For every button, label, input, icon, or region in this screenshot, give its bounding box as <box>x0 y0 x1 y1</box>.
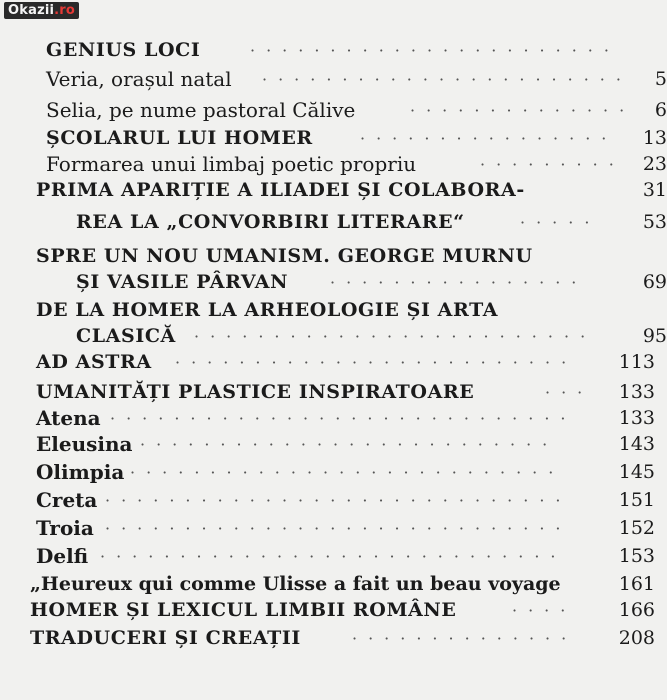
toc-entry <box>0 322 667 350</box>
toc-title: UMANITĂȚI PLASTICE INSPIRATOARE <box>36 381 475 403</box>
toc-title: Eleusina <box>36 432 133 456</box>
toc-page: 133 <box>618 381 655 403</box>
toc-page: 23 <box>642 153 667 175</box>
toc-title: Formarea unui limbaj poetic propriu <box>46 152 417 176</box>
toc-title: CLASICĂ <box>76 325 176 347</box>
dot-leader: ······················· <box>262 70 632 89</box>
toc-entry <box>0 570 655 598</box>
toc-page: 5 <box>654 68 667 90</box>
toc-page: 208 <box>618 627 655 649</box>
toc-entry <box>0 486 655 514</box>
toc-entry <box>0 124 667 152</box>
toc-entry <box>0 65 667 93</box>
toc-entry <box>0 268 667 296</box>
dot-leader: ······················· <box>250 41 620 60</box>
dot-leader: ·························· <box>140 435 559 454</box>
toc-page: 95 <box>642 325 667 347</box>
toc-entry <box>0 542 655 570</box>
toc-title: TRADUCERI ȘI CREAȚII <box>30 627 301 649</box>
toc-title: PRIMA APARIȚIE A ILIADEI ȘI COLABORA- <box>36 179 525 201</box>
watermark-brand: Okazii <box>8 3 55 18</box>
toc-entry <box>0 514 655 542</box>
toc-page: 53 <box>642 211 667 233</box>
toc-title: Troia <box>36 516 94 540</box>
toc-title: AD ASTRA <box>36 351 152 373</box>
toc-title: „Heureux qui comme Ulisse a fait un beau voyage <box>30 573 561 595</box>
dot-leader: ·············· <box>410 101 636 120</box>
toc-entry <box>0 242 655 270</box>
toc-page: 166 <box>618 599 655 621</box>
dot-leader: ····························· <box>110 409 577 428</box>
toc-entry <box>0 296 655 324</box>
toc-entry <box>0 348 655 376</box>
toc-title: HOMER ȘI LEXICUL LIMBII ROMÂNE <box>30 599 457 621</box>
toc-title: Selia, pe nume pastoral Călive <box>46 98 356 122</box>
toc-title: Delfi <box>36 544 89 568</box>
toc-title: ȘCOLARUL LUI HOMER <box>46 127 313 149</box>
toc-page: 31 <box>642 179 667 201</box>
toc-page: 6 <box>654 99 667 121</box>
toc-entry <box>0 208 667 236</box>
toc-entry <box>0 176 667 204</box>
toc-page: 145 <box>618 461 655 483</box>
toc-page: 153 <box>618 545 655 567</box>
watermark-domain: .ro <box>54 3 76 18</box>
toc-entry <box>0 624 655 652</box>
toc-title: Creta <box>36 488 98 512</box>
toc-title: REA LA „CONVORBIRI LITERARE“ <box>76 211 465 233</box>
dot-leader: ····· <box>520 213 601 232</box>
toc-page: 152 <box>618 517 655 539</box>
toc-title: Atena <box>36 406 101 430</box>
toc-entry <box>0 458 655 486</box>
toc-entry <box>0 96 667 124</box>
toc-entry <box>0 596 655 624</box>
toc-entry <box>0 150 667 178</box>
toc-page: 133 <box>618 407 655 429</box>
toc-entry <box>0 430 655 458</box>
toc-entry <box>0 404 655 432</box>
dot-leader: ·············· <box>352 629 578 648</box>
toc-page: 143 <box>618 433 655 455</box>
toc-entry <box>0 378 655 406</box>
toc-page: 69 <box>642 271 667 293</box>
dot-leader: ························· <box>175 353 578 372</box>
dot-leader: ························· <box>194 327 597 346</box>
dot-leader: ····························· <box>105 519 572 538</box>
toc-entry <box>0 36 655 64</box>
dot-leader: ················ <box>360 129 618 148</box>
dot-leader: ········· <box>480 155 625 174</box>
dot-leader: ··· <box>545 383 594 402</box>
dot-leader: ···· <box>512 601 577 620</box>
toc-page: 13 <box>642 127 667 149</box>
dot-leader: ····························· <box>105 491 572 510</box>
toc-page: 151 <box>618 489 655 511</box>
toc-title: Veria, orașul natal <box>46 67 232 91</box>
toc-title: SPRE UN NOU UMANISM. GEORGE MURNU <box>36 245 533 267</box>
toc-title: Olimpia <box>36 460 125 484</box>
dot-leader: ··························· <box>130 463 565 482</box>
toc-page: 161 <box>618 573 655 595</box>
dot-leader: ····························· <box>100 547 567 566</box>
toc-title: DE LA HOMER LA ARHEOLOGIE ȘI ARTA <box>36 299 499 321</box>
toc-title: GENIUS LOCI <box>46 39 201 61</box>
toc-title: ȘI VASILE PÂRVAN <box>76 271 289 293</box>
dot-leader: ················ <box>330 273 588 292</box>
toc-page: 113 <box>618 351 655 373</box>
